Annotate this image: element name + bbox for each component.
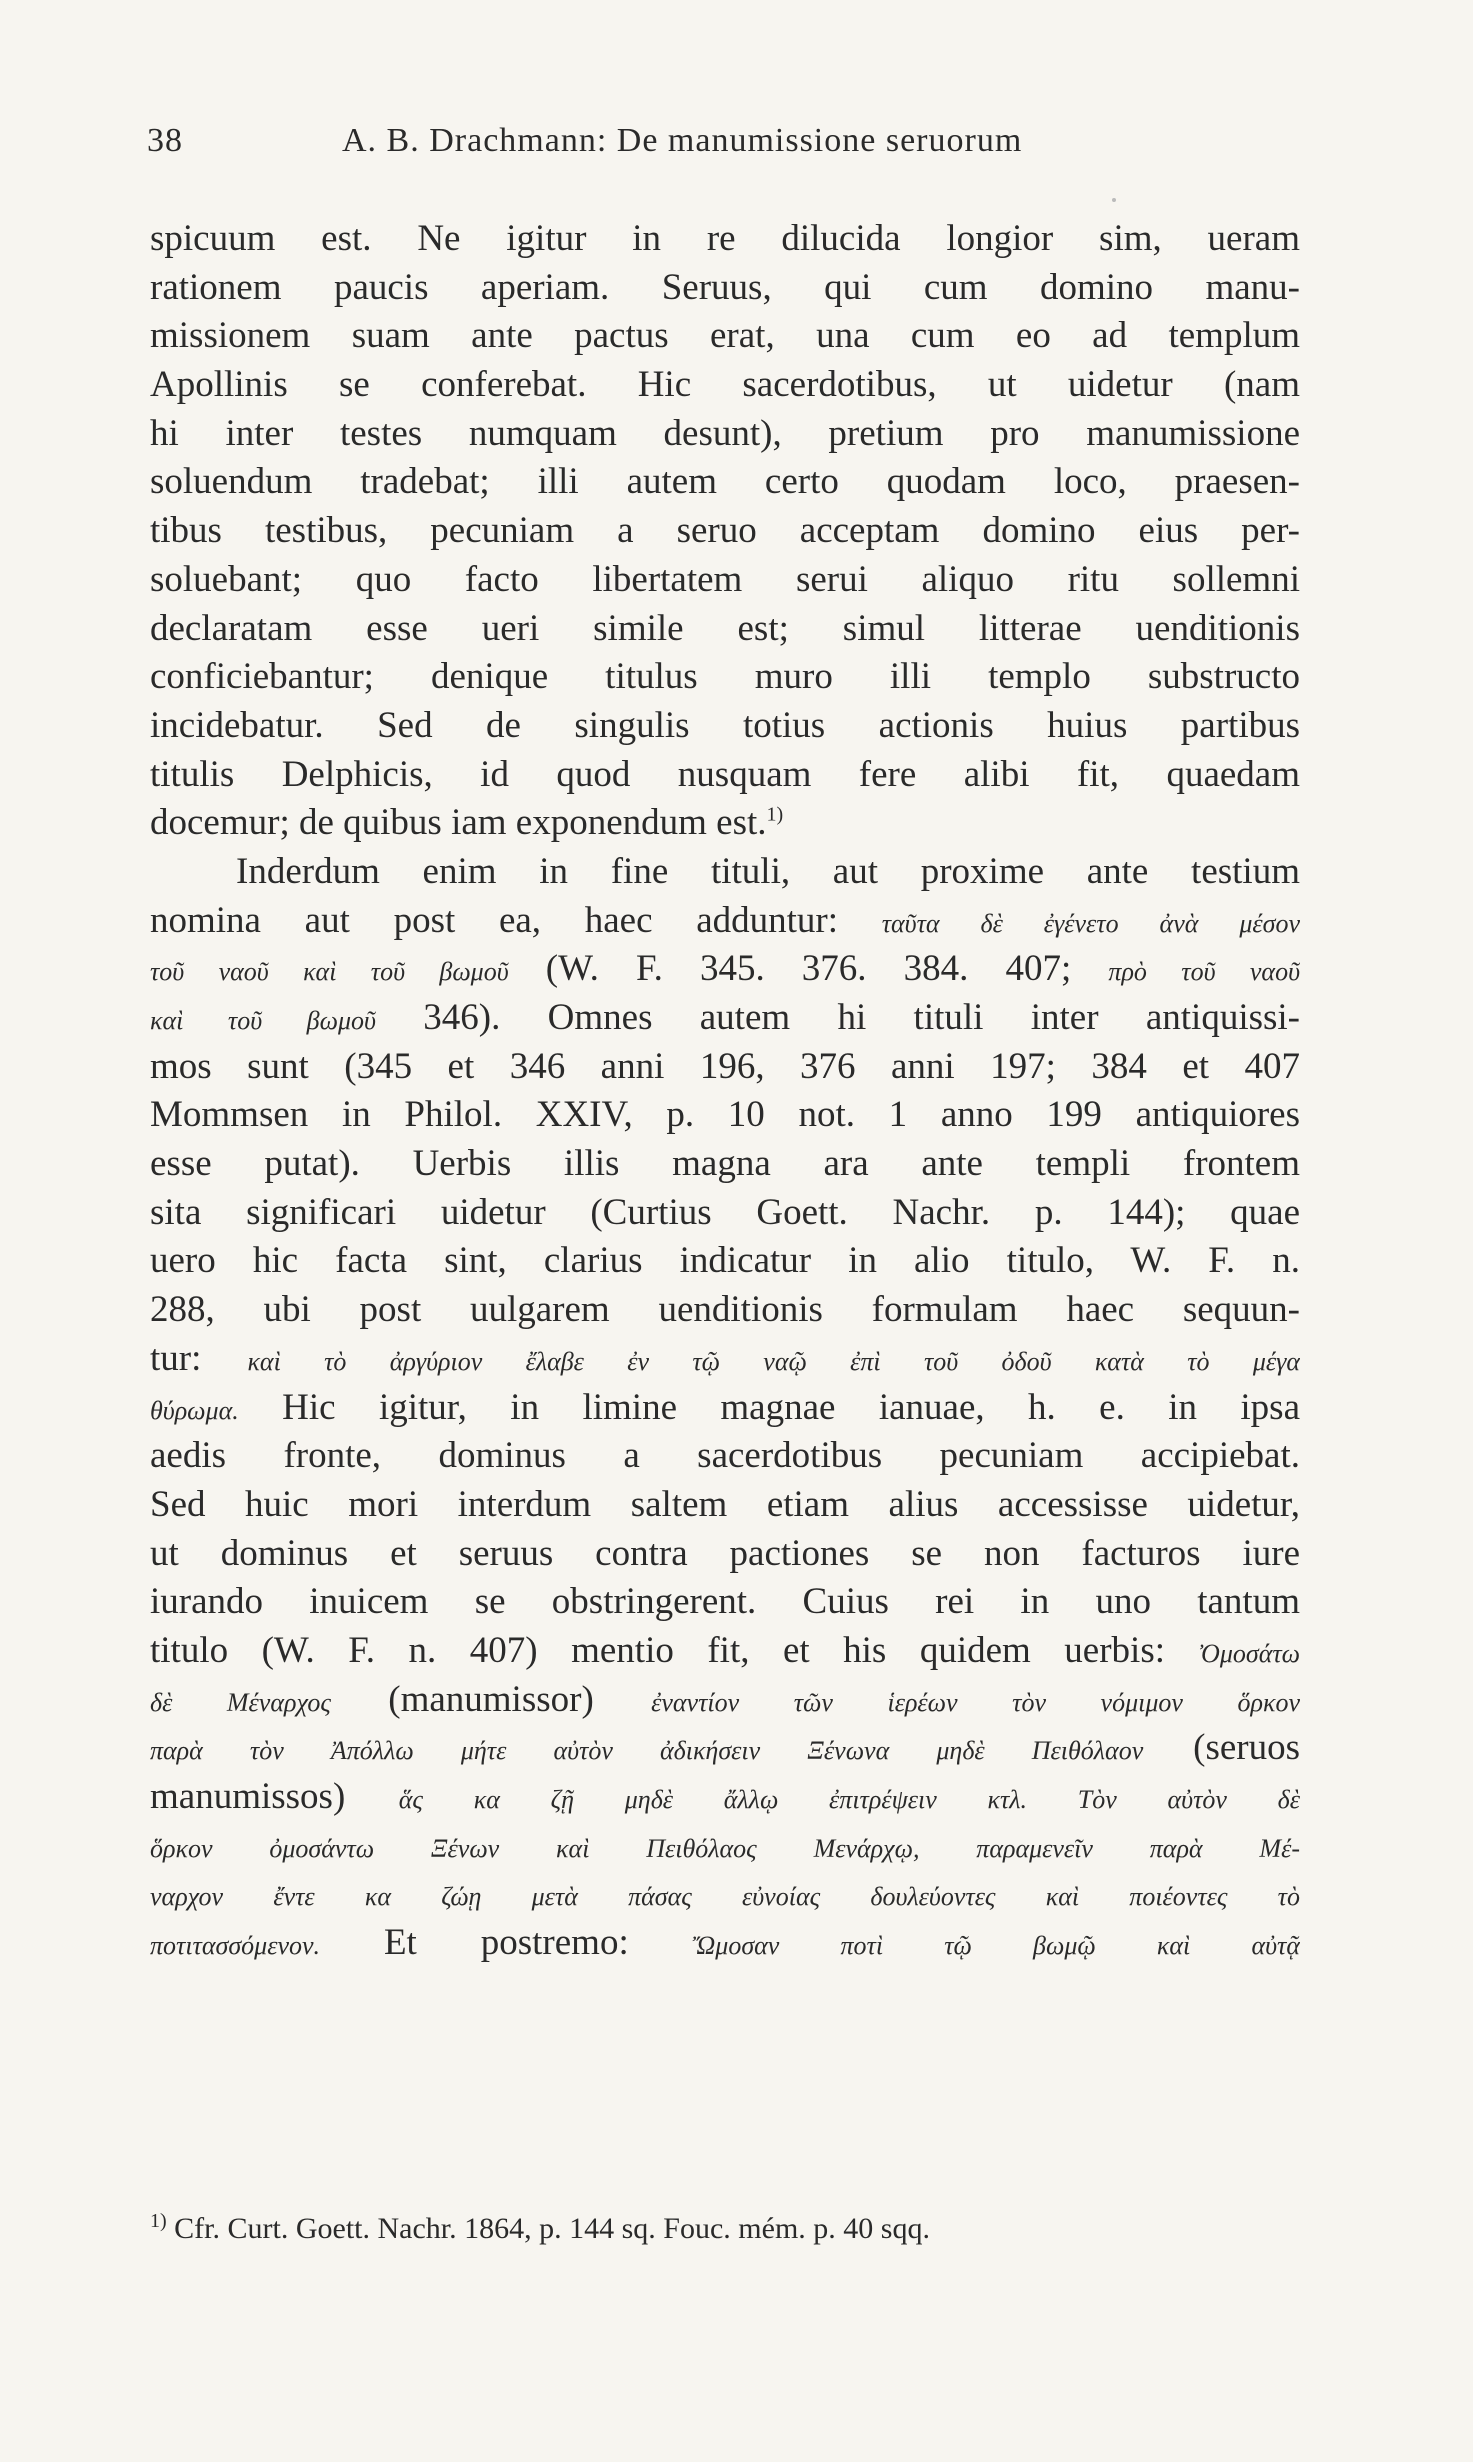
body-text — [150, 215, 1300, 1968]
footnote-text: Cfr. Curt. Goett. Nachr. 1864, p. 144 sq. Fouc. mém. p. 40 sqq. — [174, 2212, 930, 2245]
page-header — [147, 122, 1302, 172]
text-line: sita significari uidetur (Curtius Goett. Nachr. p. 144); quae — [150, 1191, 1300, 1233]
line-text: manumissos) — [150, 1776, 346, 1817]
text-line: Mommsen in Philol. XXIV, p. 10 not. 1 anno 199 antiquiores — [150, 1094, 1300, 1136]
greek-quote: ἐναντίον τῶν ἱερέων τὸν νόμιμον ὅρκον — [651, 1687, 1300, 1717]
text-line — [150, 1335, 1300, 1384]
text-line: conficiebantur; denique titulus muro illi templo substructo — [150, 656, 1300, 698]
text-line: mos sunt (345 et 346 anni 196, 376 anni 197; 384 et 407 — [150, 1045, 1300, 1087]
text-line — [150, 994, 1300, 1043]
text-line: ut dominus et seruus contra pactiones se non facturos iure — [150, 1532, 1300, 1574]
text-line: titulis Delphicis, id quod nusquam fere alibi fit, quaedam — [150, 753, 1300, 795]
text-line — [150, 897, 1300, 946]
greek-quote: ἅς κα ζῇ μηδὲ ἄλλῳ ἐπιτρέψειν κτλ. Τὸν αὐτὸν δὲ — [398, 1785, 1300, 1814]
greek-quote: ναρχον ἔντε κα ζώῃ μετὰ πάσας εὐνοίας δουλεύοντες καὶ ποιέοντες τὸ — [150, 1882, 1300, 1912]
line-text: (seruos — [1193, 1727, 1300, 1769]
text-line: 288, ubi post uulgarem uenditionis formulam haec sequun- — [150, 1289, 1300, 1331]
line-text: Et postremo: — [383, 1922, 629, 1964]
line-text: (W. F. 345. 376. 384. 407; — [545, 948, 1072, 990]
text-line — [150, 1773, 1300, 1822]
line-text: nomina aut post ea, haec adduntur: — [150, 899, 839, 941]
line-text: docemur; de quibus iam exponendum est. — [150, 802, 767, 844]
greek-quote: τοῦ ναοῦ καὶ τοῦ βωμοῦ — [150, 957, 509, 987]
text-line — [150, 1627, 1300, 1676]
greek-quote: ποτιτασσόμενον. — [150, 1931, 321, 1961]
line-text: titulo (W. F. n. 407) mentio fit, et his quidem uerbis: — [150, 1629, 1165, 1671]
greek-quote: Ὀμοσάτω — [1198, 1638, 1300, 1668]
text-line: iurando inuicem se obstringerent. Cuius rei in uno tantum — [150, 1581, 1300, 1623]
text-line: Apollinis se conferebat. Hic sacerdotibus, ut uidetur (nam — [150, 364, 1300, 406]
text-line — [150, 1822, 1300, 1871]
greek-quote: πρὸ τοῦ ναοῦ — [1108, 957, 1300, 987]
line-text: Hic igitur, in limine magnae ianuae, h. e. in ipsa — [282, 1386, 1300, 1428]
greek-quote: καὶ τὸ ἀργύριον ἔλαβε ἐν τῷ ναῷ ἐπὶ τοῦ ὀδοῦ κατὰ τὸ μέγα — [247, 1346, 1300, 1376]
greek-quote: δὲ Μέναρχος — [150, 1687, 331, 1717]
paragraph-start-line: Inderdum enim in fine tituli, aut proxime ante testium — [236, 850, 1300, 892]
text-line — [150, 1870, 1300, 1919]
footnote — [150, 2212, 1300, 2246]
line-text: 346). Omnes autem hi tituli inter antiquissi- — [423, 997, 1300, 1038]
text-line: spicuum est. Ne igitur in re dilucida longior sim, ueram — [150, 218, 1300, 259]
text-line: uero hic facta sint, clarius indicatur in alio titulo, W. F. n. — [150, 1240, 1300, 1282]
text-line: Sed huic mori interdum saltem etiam alius accessisse uidetur, — [150, 1483, 1300, 1525]
text-line — [150, 1919, 1300, 1968]
text-line: declaratam esse ueri simile est; simul litterae uenditionis — [150, 607, 1300, 649]
text-line — [150, 1676, 1300, 1725]
text-line: hi inter testes numquam desunt), pretium pro manumissione — [150, 412, 1300, 454]
text-line: rationem paucis aperiam. Seruus, qui cum domino manu- — [150, 266, 1300, 308]
text-line: missionem suam ante pactus erat, una cum eo ad templum — [150, 315, 1300, 357]
footnote-reference: 1) — [766, 803, 784, 826]
text-line: soluendum tradebat; illi autem certo quodam loco, praesen- — [150, 461, 1300, 503]
greek-quote: ὅρκον ὀμοσάντω Ξένων καὶ Πειθόλαος Μενάρχῳ, παραμενεῖν παρὰ Μέ- — [150, 1833, 1300, 1863]
text-line — [150, 945, 1300, 994]
greek-quote: Ὤμοσαν ποτὶ τῷ βωμῷ καὶ αὐτᾷ — [692, 1931, 1300, 1961]
line-text: tur: — [150, 1337, 202, 1379]
text-line — [150, 799, 1300, 848]
text-line: incidebatur. Sed de singulis totius actionis huius partibus — [150, 704, 1300, 746]
running-head: A. B. Drachmann: De manumissione seruorum — [342, 122, 1023, 159]
paper-speck — [1112, 198, 1116, 202]
greek-quote: θύρωμα. — [150, 1395, 239, 1425]
greek-quote: παρὰ τὸν Ἀπόλλω μήτε αὐτὸν ἀδικήσειν Ξένωνα μηδὲ Πειθόλαον — [150, 1736, 1144, 1766]
footnote-mark: 1) — [150, 2210, 167, 2232]
text-line: aedis fronte, dominus a sacerdotibus pecuniam accipiebat. — [150, 1435, 1300, 1477]
text-line: soluebant; quo facto libertatem serui aliquo ritu sollemni — [150, 558, 1300, 600]
line-text: (manumissor) — [388, 1678, 594, 1720]
text-line: tibus testibus, pecuniam a seruo acceptam domino eius per- — [150, 510, 1300, 552]
greek-quote: καὶ τοῦ βωμοῦ — [150, 1006, 376, 1035]
text-line: esse putat). Uerbis illis magna ara ante templi frontem — [150, 1143, 1300, 1185]
text-line — [150, 1384, 1300, 1433]
greek-quote: ταῦτα δὲ ἐγένετο ἀνὰ μέσον — [881, 908, 1300, 938]
text-line — [150, 1724, 1300, 1773]
page-number: 38 — [147, 122, 183, 159]
